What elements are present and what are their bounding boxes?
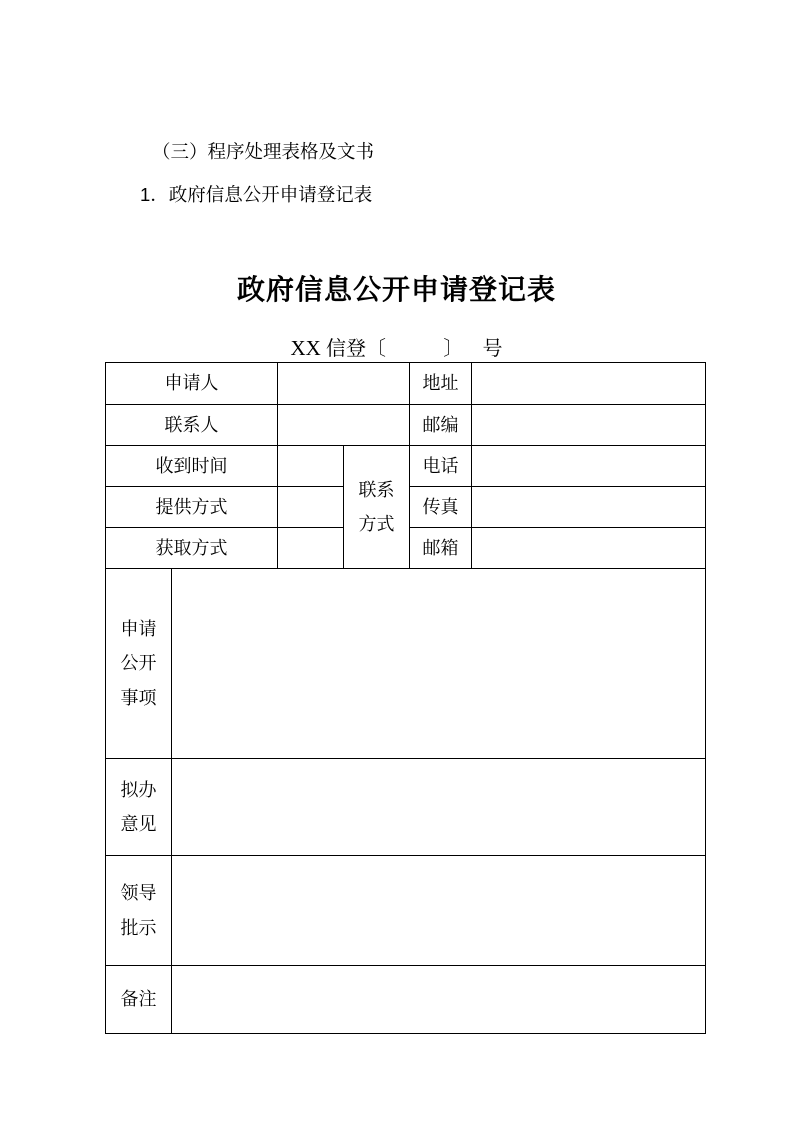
cell-email-label: 邮箱 [410, 528, 472, 569]
cell-draft-opinion-value[interactable] [172, 759, 706, 856]
apply-matter-label-line1: 申请 [120, 619, 157, 640]
cell-address-value[interactable] [472, 363, 706, 405]
cell-phone-label: 电话 [410, 446, 472, 487]
document-number-bracket-close: 〕 [443, 338, 464, 360]
apply-matter-label-line2: 公开 [120, 653, 157, 674]
cell-contact-way-label [344, 446, 410, 569]
cell-draft-opinion-label [106, 759, 172, 856]
cell-fax-label: 传真 [410, 487, 472, 528]
cell-applicant-value[interactable] [278, 363, 410, 405]
cell-phone-value[interactable] [472, 446, 706, 487]
table-row [106, 569, 706, 759]
leader-instruction-label-line1: 领导 [120, 883, 157, 904]
cell-leader-instruction-value[interactable] [172, 856, 706, 966]
application-registration-table [105, 362, 706, 1034]
cell-email-value[interactable] [472, 528, 706, 569]
cell-provide-method-label: 提供方式 [106, 487, 278, 528]
cell-received-time-value[interactable] [278, 446, 344, 487]
cell-remark-label: 备注 [106, 966, 172, 1034]
leader-instruction-label-line2: 批示 [120, 917, 157, 938]
document-number-prefix: XX [290, 336, 321, 360]
apply-matter-label-line3: 事项 [120, 687, 157, 708]
cell-leader-instruction-label [106, 856, 172, 966]
cell-postcode-value[interactable] [472, 405, 706, 446]
cell-fax-value[interactable] [472, 487, 706, 528]
contact-way-label-line2: 方式 [358, 514, 395, 534]
cell-received-time-label: 收到时间 [106, 446, 278, 487]
draft-opinion-label-line2: 意见 [120, 814, 157, 834]
draft-opinion-label-line1: 拟办 [120, 779, 157, 800]
table-row [106, 405, 706, 446]
table-row [106, 856, 706, 966]
cell-apply-matter-value[interactable] [172, 569, 706, 759]
section-heading-application-form: 1．政府信息公开申请登记表 [140, 184, 373, 205]
document-number-line [0, 332, 793, 361]
cell-address-label: 地址 [410, 363, 472, 405]
document-number-suffix: 号 [482, 338, 503, 360]
table-row [106, 966, 706, 1034]
table-row [106, 363, 706, 405]
cell-contact-person-label: 联系人 [106, 405, 278, 446]
contact-way-label-line1: 联系 [358, 479, 395, 500]
table-row [106, 759, 706, 856]
cell-postcode-label: 邮编 [410, 405, 472, 446]
cell-obtain-method-value[interactable] [278, 528, 344, 569]
page-title: 政府信息公开申请登记表 [236, 274, 556, 305]
cell-provide-method-value[interactable] [278, 487, 344, 528]
table-row [106, 446, 706, 487]
cell-obtain-method-label: 获取方式 [106, 528, 278, 569]
document-number-cn: 信登〔 [326, 338, 387, 360]
cell-contact-person-value[interactable] [278, 405, 410, 446]
cell-applicant-label: 申请人 [106, 363, 278, 405]
cell-remark-value[interactable] [172, 966, 706, 1034]
section-heading-procedure-forms: （三）程序处理表格及文书 [152, 141, 375, 162]
cell-apply-matter-label [106, 569, 172, 759]
